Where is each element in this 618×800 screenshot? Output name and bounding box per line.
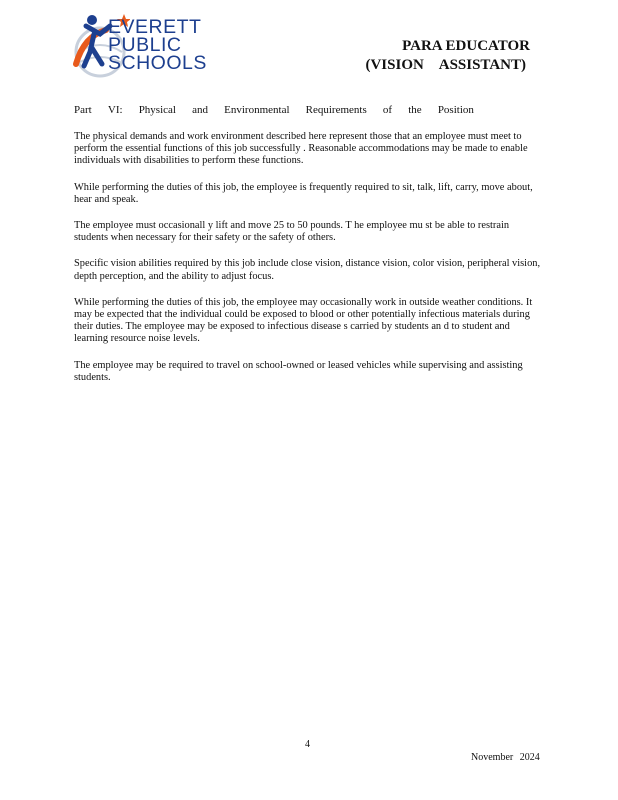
job-title-line-2: (VISION ASSISTANT) [365,57,526,73]
district-logo [70,8,240,80]
logo-line-3: SCHOOLS [108,52,207,74]
section-heading [74,104,474,116]
section-heading-word: Position [437,104,474,116]
paragraph-duties: While performing the duties of this job, the employee is frequently required to sit, talk, lift, carry, move about, hear and speak. [74,181,533,205]
paragraph-environment: While performing the duties of this job, the employee may occasionally work in outside weather conditions. It may be expected that the individual could be exposed to blood or other potentially infectious materials during their duties. The employee may be exposed to infectious disease s carried by students an d to student and learning resource noise levels. [74,296,533,345]
job-title-line-1: PARA EDUCATOR [402,38,530,54]
section-heading-word: Environmental [224,104,290,116]
section-heading-word: VI: [107,104,123,116]
section-heading-word: Part [74,104,92,116]
document-body [74,131,542,398]
paragraph-vision: Specific vision abilities required by this job include close vision, distance vision, color vision, peripheral vision, depth perception, and the ability to adjust focus. [74,258,541,282]
page-number: 4 [305,739,310,750]
revision-date: November 2024 [471,752,540,763]
paragraph-travel: The employee may be required to travel on school-owned or leased vehicles while supervising and assisting students. [74,359,523,383]
section-heading-word: Requirements [305,104,367,116]
paragraph-physical-demands: The physical demands and work environment described here represent those that an employee must meet to perform the essential functions of this job successfully . Reasonable accommodations may be made to enable individuals with disabilities to perform these functions. [74,131,528,167]
logo-line-2: PUBLIC [108,34,182,56]
section-heading-word: Physical [138,104,176,116]
section-heading-word: the [408,104,422,116]
job-title [365,37,530,75]
logo-line-1: EVERETT [108,16,202,38]
paragraph-lifting: The employee must occasionall y lift and move 25 to 50 pounds. T he employee mu st be able to restrain students when necessary for their safety or the safety of others. [74,220,510,244]
section-heading-word: and [192,104,208,116]
logo-wordmark [108,18,207,72]
section-heading-word: of [382,104,393,116]
